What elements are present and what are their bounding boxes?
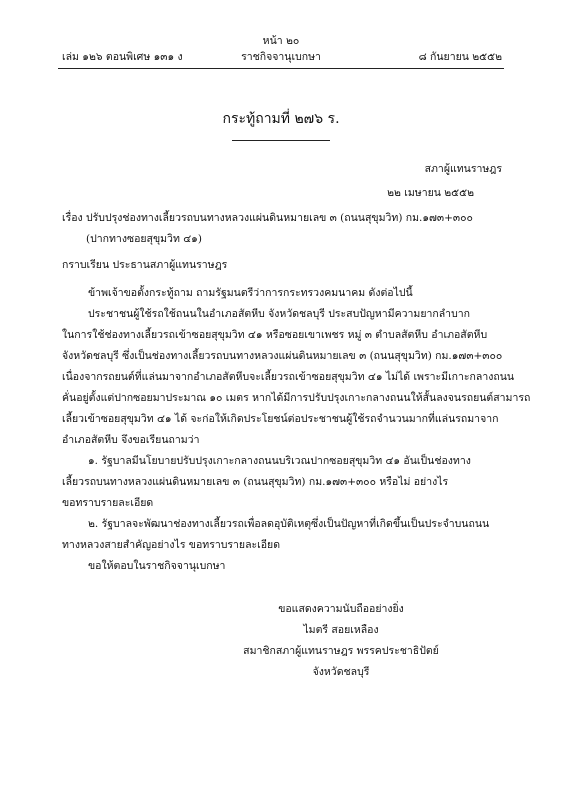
p1-line: ในการใช้ช่องทางเลี้ยวรถเข้าซอยสุขุมวิท ๔๑ หรือซอยเขาเพชร หมู่ ๓ ตำบลสัตหีบ อำเภอสัตหีบ <box>62 329 488 341</box>
closing-request <box>62 556 502 577</box>
q2-line: ๒. รัฐบาลจะพัฒนาช่องทางเลี้ยวรถเพื่อลดอุบัติเหตุซึ่งเป็นปัญหาที่เกิดขึ้นเป็นประจำบนถนน <box>88 518 490 530</box>
q1-line: เลี้ยวรถบนทางหลวงแผ่นดินหมายเลข ๓ (ถนนสุขุมวิท) กม.๑๗๓+๓๐๐ หรือไม่ อย่างไร <box>62 476 449 488</box>
question-2 <box>62 514 502 556</box>
p1-line: ประชาชนผู้ใช้รถใช้ถนนในอำเภอสัตหีบ จังหวัดชลบุรี ประสบปัญหามีความยากลำบาก <box>88 308 470 320</box>
paragraph-1 <box>62 304 531 451</box>
q1-line: ๑. รัฐบาลมีนโยบายปรับปรุงเกาะกลางถนนบริเวณปากซอยสุขุมวิท ๔๑ อันเป็นช่องทาง <box>88 455 471 467</box>
signature-name: ไมตรี สอยเหลือง <box>303 624 379 636</box>
signature-regards: ขอแสดงความนับถืออย่างยิ่ง <box>278 603 404 615</box>
signature-block <box>60 599 562 683</box>
question-1 <box>62 451 502 514</box>
p1-line: อำเภอสัตหีบ จึงขอเรียนถามว่า <box>62 434 200 446</box>
document-title: กระทู้ถามที่ ๒๗๖ ร. <box>222 111 340 127</box>
sender-organization: สภาผู้แทนราษฎร <box>424 163 502 175</box>
header-divider <box>58 68 504 69</box>
intro-paragraph <box>62 283 502 304</box>
issue-date: ๘ กันยายน ๒๕๕๒ <box>418 51 502 63</box>
title-underline <box>232 140 330 141</box>
q1-line: ขอทราบรายละเอียด <box>62 497 154 509</box>
q2-line: ทางหลวงสายสำคัญอย่างไร ขอทราบรายละเอียด <box>62 539 281 551</box>
p1-line: คั่นอยู่ตั้งแต่ปากซอยมาประมาณ ๑๐ เมตร หากได้มีการปรับปรุงเกาะกลางถนนให้สั้นลงจนรถยนต์สามารถ <box>62 392 531 404</box>
letter-date: ๒๒ เมษายน ๒๕๕๒ <box>387 187 474 199</box>
intro-line: ข้าพเจ้าขอตั้งกระทู้ถาม ถามรัฐมนตรีว่าการกระทรวงคมนาคม ดังต่อไปนี้ <box>88 287 413 299</box>
gazette-name: ราชกิจจานุเบกษา <box>241 51 321 63</box>
p1-line: จังหวัดชลบุรี ซึ่งเป็นช่องทางเลี้ยวรถบนทางหลวงแผ่นดินหมายเลข ๓ (ถนนสุขุมวิท) กม.๑๗๓+๓๐๐ <box>62 350 503 362</box>
salutation: กราบเรียน ประธานสภาผู้แทนราษฎร <box>62 259 228 271</box>
subject-line-2: (ปากทางซอยสุขุมวิท ๔๑) <box>86 233 202 245</box>
closing-request-line: ขอให้ตอบในราชกิจจานุเบกษา <box>88 560 226 572</box>
page-number: หน้า ๒๐ <box>262 35 300 47</box>
p1-line: เนื่องจากรถยนต์ที่แล่นมาจากอำเภอสัตหีบจะเลี้ยวรถเข้าซอยสุขุมวิท ๔๑ ไม่ได้ เพราะมีเกาะกลางถนน <box>62 371 515 383</box>
signature-province: จังหวัดชลบุรี <box>312 666 370 678</box>
subject-line-1: เรื่อง ปรับปรุงช่องทางเลี้ยวรถบนทางหลวงแผ่นดินหมายเลข ๓ (ถนนสุขุมวิท) กม.๑๗๓+๓๐๐ <box>62 212 473 224</box>
volume-info: เล่ม ๑๒๖ ตอนพิเศษ ๑๓๑ ง <box>62 51 183 63</box>
signature-position: สมาชิกสภาผู้แทนราษฎร พรรคประชาธิปัตย์ <box>243 645 439 657</box>
p1-line: เลี้ยวเข้าซอยสุขุมวิท ๔๑ ได้ จะก่อให้เกิดประโยชน์ต่อประชาชนผู้ใช้รถจำนวนมากที่แล่นรถมาจาก <box>62 413 499 425</box>
